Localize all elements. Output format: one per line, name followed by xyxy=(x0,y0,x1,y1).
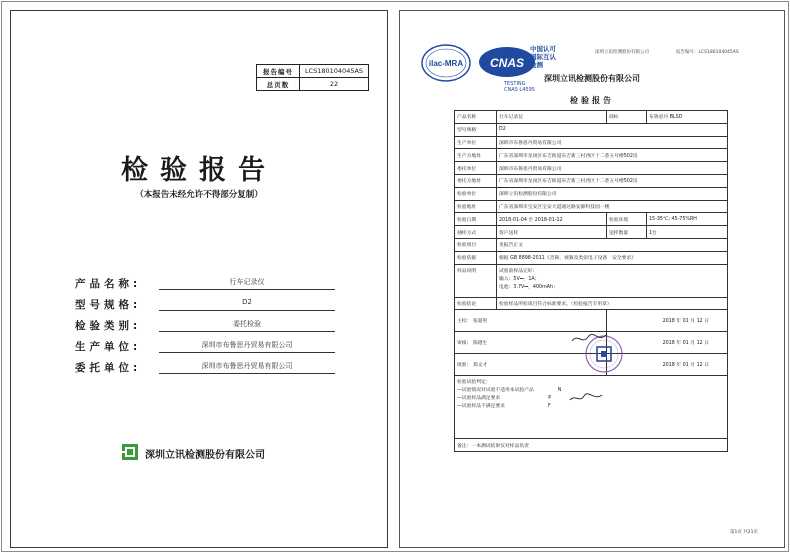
cell-value xyxy=(455,310,607,332)
notes-cell xyxy=(455,376,728,439)
field-value: 深圳市布鲁思丹贸易有限公司 xyxy=(201,341,293,349)
note-text: —试验情况对试验不适用本试验产品 xyxy=(457,388,534,394)
cell-value: 深圳市布鲁思丹贸易有限公司 xyxy=(497,162,728,175)
cnas-caption xyxy=(530,45,556,69)
field-inspection-type xyxy=(75,316,335,334)
cell-label: 检验依据 xyxy=(455,251,497,264)
signature-date: 2018 年 01 月 12 日 xyxy=(607,354,728,376)
note-text: —试验样品不满足要求 xyxy=(457,404,505,410)
report-title: 检验报告 xyxy=(570,96,614,105)
cell-value: D2 xyxy=(497,123,728,136)
cell-value: 广东省深圳市龙岗区布吉街道布吉新三村西区十二巷五号楼502房 xyxy=(497,174,728,187)
cnas-text: CNAS xyxy=(489,56,525,70)
field-value: 行车记录仪 xyxy=(229,278,265,286)
table-row xyxy=(257,65,369,78)
cell-value: 客户送样 xyxy=(497,226,607,239)
cell-value xyxy=(497,264,728,297)
table-row xyxy=(257,78,369,91)
header-report-number: 报告编号：LCS180104045AS xyxy=(676,50,739,55)
cell-value: 根据 GB 8898-2011《音频、视频及类似电子设备 安全要求》 xyxy=(497,251,728,264)
header-company: 深圳立讯检测股份有限公司 xyxy=(595,50,649,55)
field-value: D2 xyxy=(242,298,252,306)
cell-label: 生产方地址 xyxy=(455,149,497,162)
table-row xyxy=(455,213,728,226)
report-company: 深圳立讯检测股份有限公司 xyxy=(544,74,640,83)
cell-label: 检验单位 xyxy=(455,187,497,200)
signature-row xyxy=(455,310,728,332)
field-label: 产品名称: xyxy=(75,278,142,290)
table-row xyxy=(455,238,728,251)
field-value: 深圳市布鲁思丹贸易有限公司 xyxy=(201,362,293,370)
field-client xyxy=(75,358,335,376)
note-mark: P xyxy=(548,396,552,402)
signature-role: 主检： xyxy=(457,319,472,325)
table-row xyxy=(455,439,728,452)
cell-value: 深圳市布鲁思丹贸易有限公司 xyxy=(497,136,728,149)
table-row xyxy=(455,123,728,136)
field-label: 型号规格: xyxy=(75,299,142,311)
field-label: 检验类别: xyxy=(75,320,142,332)
sample-line: 试验前样品完好： xyxy=(499,268,538,274)
cell-label: 检验地址 xyxy=(455,200,497,213)
report-page xyxy=(399,10,785,548)
cell-label: 检验结论 xyxy=(455,297,497,310)
table-row xyxy=(455,174,728,187)
remark: 备注：一本测试结果仅对样品负责 xyxy=(455,439,728,452)
signature-role: 批准： xyxy=(457,363,472,369)
ilac-text: ilac-MRA xyxy=(428,59,464,68)
signature-date: 2018 年 01 月 12 日 xyxy=(607,332,728,354)
table-row xyxy=(455,264,728,297)
cell-label: 委托单位 xyxy=(455,162,497,175)
cell-label: 委托方地址 xyxy=(455,174,497,187)
report-number-table xyxy=(256,64,369,91)
sample-line: 输入：5V⎓，1A； xyxy=(499,276,540,282)
handwritten-signature-icon xyxy=(568,391,608,405)
underline xyxy=(159,373,335,374)
cell-value: 见报告正文 xyxy=(497,238,728,251)
table-row xyxy=(455,187,728,200)
cell-value: 深圳立讯检测股份有限公司 xyxy=(497,187,728,200)
note-text: —试验样品满足要求 xyxy=(457,396,501,402)
table-row xyxy=(455,149,728,162)
underline xyxy=(159,352,335,353)
cell-label: 送样数量 xyxy=(607,226,647,239)
handwritten-signature-icon xyxy=(570,331,610,347)
signature-name: 陈德生 xyxy=(472,341,488,347)
table-row xyxy=(455,136,728,149)
field-producer xyxy=(75,337,335,355)
cell-value: 1台 xyxy=(647,226,728,239)
field-label: 生产单位: xyxy=(75,341,142,353)
cnas-caption-line: 检测 xyxy=(530,61,543,69)
signature-name: 张超男 xyxy=(472,319,488,325)
cnas-caption-line: 中国认可 xyxy=(530,45,556,53)
field-label: 委托单位: xyxy=(75,362,142,374)
table-row xyxy=(455,200,728,213)
lcs-logo-icon xyxy=(121,443,139,461)
note-mark: F xyxy=(547,404,551,410)
page-number: 第1页 共21页 xyxy=(729,530,758,535)
cell-value: 检验样品所检项目符合标准要求。（检验报告专用章） xyxy=(497,297,728,310)
note-mark: N xyxy=(557,388,562,394)
cover-page xyxy=(10,10,388,548)
underline xyxy=(159,331,335,332)
cnas-number: CNAS L4595 xyxy=(504,87,535,93)
cell-label: 样品说明 xyxy=(455,264,497,297)
cover-subtitle: （本报告未经允许不得部分复制） xyxy=(135,190,263,200)
total-pages-value: 22 xyxy=(300,78,369,91)
cell-label: 生产单位 xyxy=(455,136,497,149)
cnas-caption-line: 国际互认 xyxy=(530,53,556,61)
cell-value: 广东省深圳市龙岗区布吉街道布吉新三村西区十二巷五号楼502房 xyxy=(497,149,728,162)
table-row xyxy=(455,162,728,175)
cell-label: 型号规格 xyxy=(455,123,497,136)
signature-date: 2018 年 01 月 12 日 xyxy=(607,310,728,332)
table-row xyxy=(455,297,728,310)
notes-heading: 检验试验判定： xyxy=(457,380,491,386)
cell-value: 15-35℃; 45-75%RH xyxy=(647,213,728,226)
cell-value: 2018-01-04 至 2018-01-12 xyxy=(497,213,607,226)
cell-label: 检验项目 xyxy=(455,238,497,251)
cell-label: 商标 xyxy=(607,111,647,124)
table-row xyxy=(455,226,728,239)
table-row xyxy=(455,251,728,264)
cover-title: 检验报告 xyxy=(121,155,277,186)
cell-label: 抽样方式 xyxy=(455,226,497,239)
document-frame xyxy=(1,1,789,552)
cell-value: 布鲁思丹 BLSD xyxy=(647,111,728,124)
field-model xyxy=(75,295,335,313)
cell-label: 检验环境 xyxy=(607,213,647,226)
cell-label: 检验日期 xyxy=(455,213,497,226)
signature-role: 审核： xyxy=(457,341,472,347)
notes-row xyxy=(455,376,728,439)
signature-name: 郑文才 xyxy=(472,363,488,369)
underline xyxy=(159,289,335,290)
report-number-value: LCS180104045AS xyxy=(300,65,369,78)
total-pages-label: 总页数 xyxy=(257,78,300,91)
company-name: 深圳立讯检测股份有限公司 xyxy=(145,450,265,461)
sample-line: 电池：3.7V⎓，400mAh； xyxy=(499,284,558,290)
underline xyxy=(159,310,335,311)
field-product-name xyxy=(75,274,335,292)
cell-label: 产品名称 xyxy=(455,111,497,124)
field-value: 委托检验 xyxy=(233,320,261,328)
table-row xyxy=(455,111,728,124)
testing-label: TESTING xyxy=(504,81,526,87)
report-number-label: 报告编号 xyxy=(257,65,300,78)
cell-value: 广东省深圳市宝安区宝安大道通达路安源科技园一楼 xyxy=(497,200,728,213)
cell-value: 行车记录仪 xyxy=(497,111,607,124)
